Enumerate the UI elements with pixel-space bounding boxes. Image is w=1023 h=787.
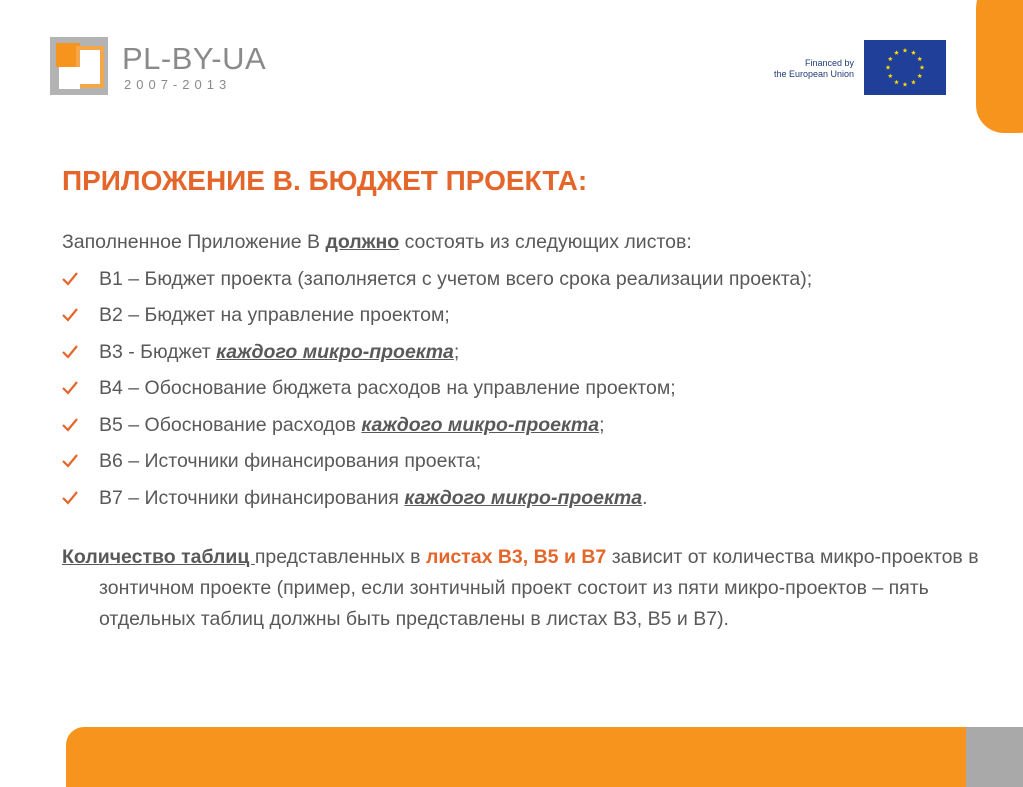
list-item-text: В2 – Бюджет на управление проектом; — [99, 304, 450, 326]
page-title: ПРИЛОЖЕНИЕ В. БЮДЖЕТ ПРОЕКТА: — [62, 165, 588, 196]
logo-title: PL-BY-UA — [122, 41, 267, 76]
intro-emphasis: должно — [325, 231, 400, 253]
checkmark-icon — [62, 271, 78, 287]
corner-accent-tab — [976, 0, 1023, 133]
footer-accent-bar — [66, 727, 966, 787]
list-item-emphasis: каждого микро-проекта — [404, 486, 643, 509]
note-lead: Количество таблиц — [62, 546, 255, 568]
list-item-after: . — [642, 486, 648, 509]
eu-flag-icon — [864, 40, 946, 95]
eu-text-line1: Financed by — [804, 58, 854, 68]
checkmark-icon — [62, 380, 78, 396]
main-content — [62, 224, 979, 635]
list-item-emphasis: каждого микро-проекта — [361, 413, 600, 436]
footer-grey-block — [966, 727, 1023, 787]
intro-after: состоять из следующих листов: — [399, 231, 692, 253]
list-item — [62, 297, 972, 334]
checkmark-icon — [62, 417, 78, 433]
list-item-text: В4 – Обоснование бюджета расходов на управление проектом; — [99, 377, 676, 399]
logo-years: 2007-2013 — [124, 77, 232, 92]
list-item — [62, 407, 972, 444]
tables-note — [62, 542, 979, 635]
list-item-before: В7 – Источники финансирования — [99, 486, 405, 509]
logo-mark-icon — [50, 37, 108, 95]
sheet-list — [62, 261, 972, 517]
list-item-after: ; — [599, 413, 605, 436]
logo — [50, 37, 267, 97]
intro-paragraph — [62, 224, 972, 261]
list-item-after: ; — [453, 340, 460, 363]
eu-text-line2: the European Union — [773, 69, 854, 79]
list-item — [62, 480, 972, 517]
checkmark-icon — [62, 307, 78, 323]
list-item — [62, 261, 972, 298]
list-item-emphasis: каждого микро-проекта — [216, 340, 454, 363]
list-item — [62, 334, 972, 371]
list-item-text: В6 – Источники финансирования проекта; — [99, 450, 482, 472]
list-item — [62, 370, 972, 407]
checkmark-icon — [62, 344, 78, 360]
note-part2: зависит от количества микро-проектов в зонтичном проекте (пример, если зонтичный проект состоит из пяти микро-проектов – пять отдельных таблиц должны быть представлены в листах В3, В5 и В7). — [99, 546, 979, 630]
note-highlight: листах В3, В5 и В7 — [425, 546, 607, 568]
intro-before: Заполненное Приложение В — [62, 231, 326, 253]
checkmark-icon — [62, 490, 78, 506]
list-item — [62, 443, 972, 480]
note-part1: представленных в — [254, 546, 426, 568]
checkmark-icon — [62, 453, 78, 469]
list-item-text: В1 – Бюджет проекта (заполняется с учетом всего срока реализации проекта); — [99, 267, 813, 290]
eu-financing-text — [740, 58, 854, 80]
list-item-before: В3 - Бюджет — [99, 340, 217, 363]
list-item-before: В5 – Обоснование расходов — [99, 413, 362, 436]
